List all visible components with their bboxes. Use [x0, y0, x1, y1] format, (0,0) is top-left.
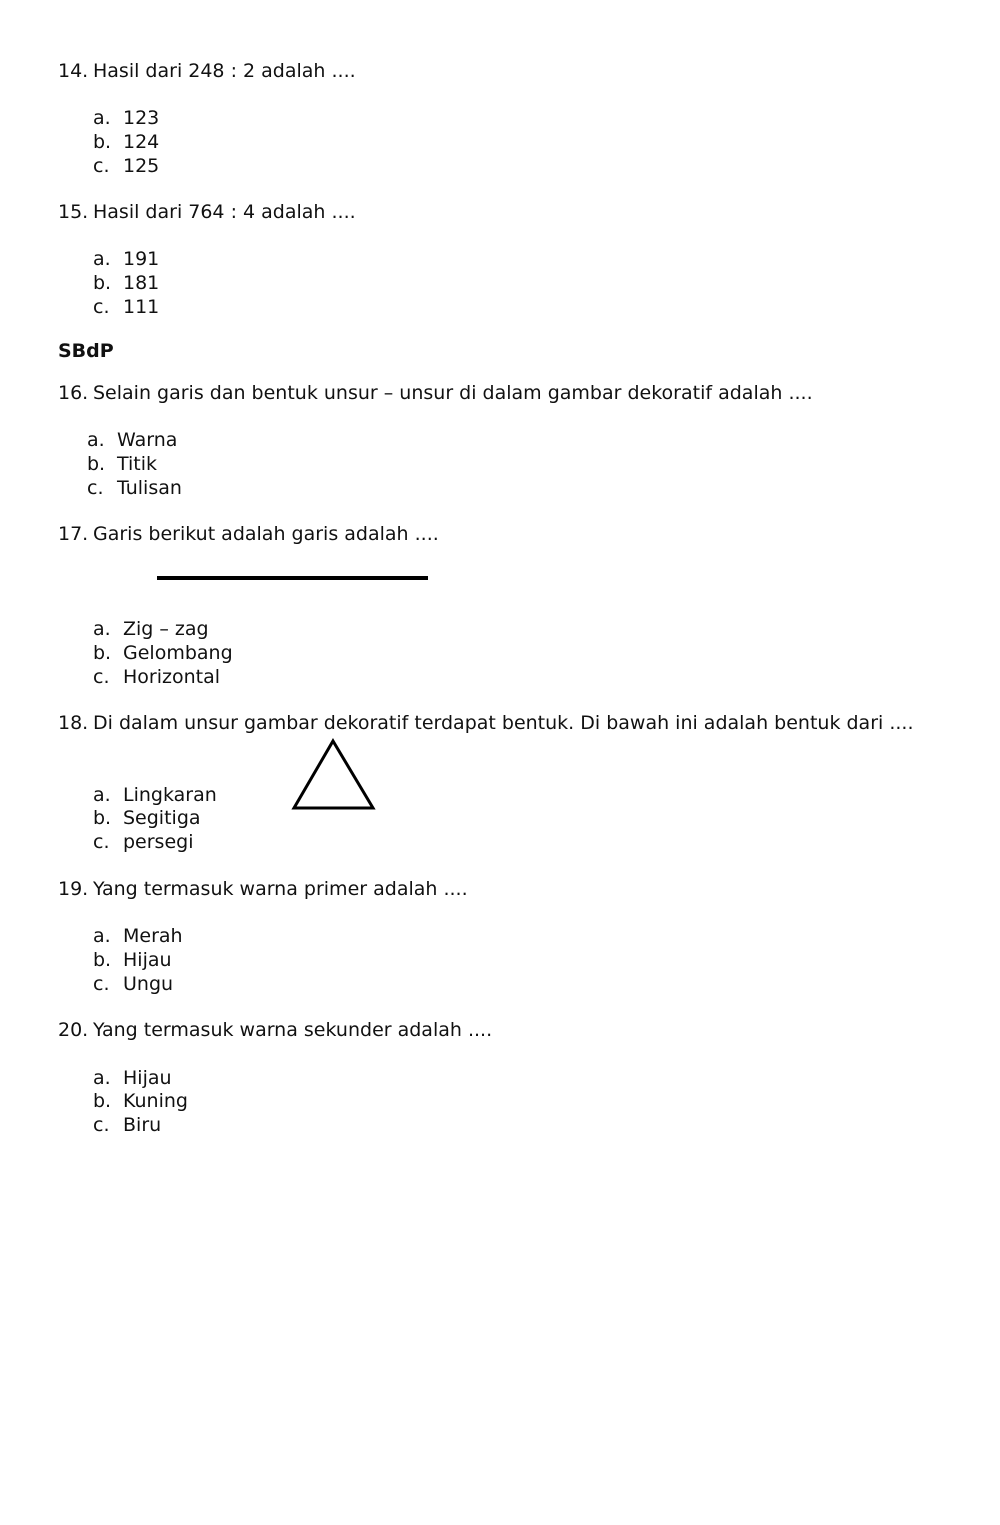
- section-heading: SBdP: [58, 340, 114, 362]
- question-number: 15.: [58, 201, 89, 223]
- question-number: 18.: [58, 712, 89, 734]
- option-text: Biru: [123, 1114, 162, 1136]
- option-text: 124: [123, 131, 160, 153]
- question-text: Hasil dari 764 : 4 adalah ....: [93, 201, 356, 223]
- option-letter: c.: [93, 831, 110, 853]
- option-text: Hijau: [123, 949, 172, 971]
- option-text: 181: [123, 272, 160, 294]
- option-text: Hijau: [123, 1067, 172, 1089]
- question-number: 16.: [58, 382, 89, 404]
- option-letter: c.: [93, 973, 110, 995]
- option-text: 125: [123, 155, 160, 177]
- option-letter: a.: [87, 429, 105, 451]
- question-number: 14.: [58, 60, 89, 82]
- option-letter: a.: [93, 1067, 111, 1089]
- option-letter: b.: [87, 453, 106, 475]
- option-text: Segitiga: [123, 807, 201, 829]
- option-letter: a.: [93, 925, 111, 947]
- question-number: 17.: [58, 523, 89, 545]
- question-text: Garis berikut adalah garis adalah ....: [93, 523, 439, 545]
- option-letter: b.: [93, 272, 112, 294]
- option-letter: b.: [93, 131, 112, 153]
- question-text: Hasil dari 248 : 2 adalah ....: [93, 60, 356, 82]
- option-letter: c.: [93, 155, 110, 177]
- option-text: Warna: [117, 429, 178, 451]
- option-text: 111: [123, 296, 160, 318]
- option-letter: b.: [93, 642, 112, 664]
- option-text: Merah: [123, 925, 183, 947]
- option-letter: a.: [93, 618, 111, 640]
- option-text: Kuning: [123, 1090, 188, 1112]
- question-text: Yang termasuk warna sekunder adalah ....: [93, 1019, 493, 1041]
- option-letter: c.: [93, 296, 110, 318]
- question-text: Selain garis dan bentuk unsur – unsur di dalam gambar dekoratif adalah ....: [93, 382, 813, 404]
- option-letter: c.: [93, 1114, 110, 1136]
- option-letter: a.: [93, 107, 111, 129]
- option-letter: c.: [93, 666, 110, 688]
- question-text: Yang termasuk warna primer adalah ....: [93, 878, 468, 900]
- horizontal-line-figure: [156, 575, 431, 581]
- option-letter: b.: [93, 807, 112, 829]
- option-text: Lingkaran: [123, 784, 217, 806]
- question-number: 19.: [58, 878, 89, 900]
- option-letter: b.: [93, 1090, 112, 1112]
- option-text: Zig – zag: [123, 618, 209, 640]
- option-letter: a.: [93, 248, 111, 270]
- option-text: 191: [123, 248, 160, 270]
- option-text: Horizontal: [123, 666, 221, 688]
- option-text: Titik: [117, 453, 158, 475]
- option-text: Gelombang: [123, 642, 233, 664]
- option-text: persegi: [123, 831, 194, 853]
- triangle-figure: [292, 737, 376, 811]
- option-text: 123: [123, 107, 160, 129]
- option-text: Ungu: [123, 973, 174, 995]
- option-letter: a.: [93, 784, 111, 806]
- question-number: 20.: [58, 1019, 89, 1041]
- option-letter: c.: [87, 477, 104, 499]
- option-text: Tulisan: [117, 477, 182, 499]
- question-text: Di dalam unsur gambar dekoratif terdapat bentuk. Di bawah ini adalah bentuk dari ....: [93, 712, 914, 734]
- option-letter: b.: [93, 949, 112, 971]
